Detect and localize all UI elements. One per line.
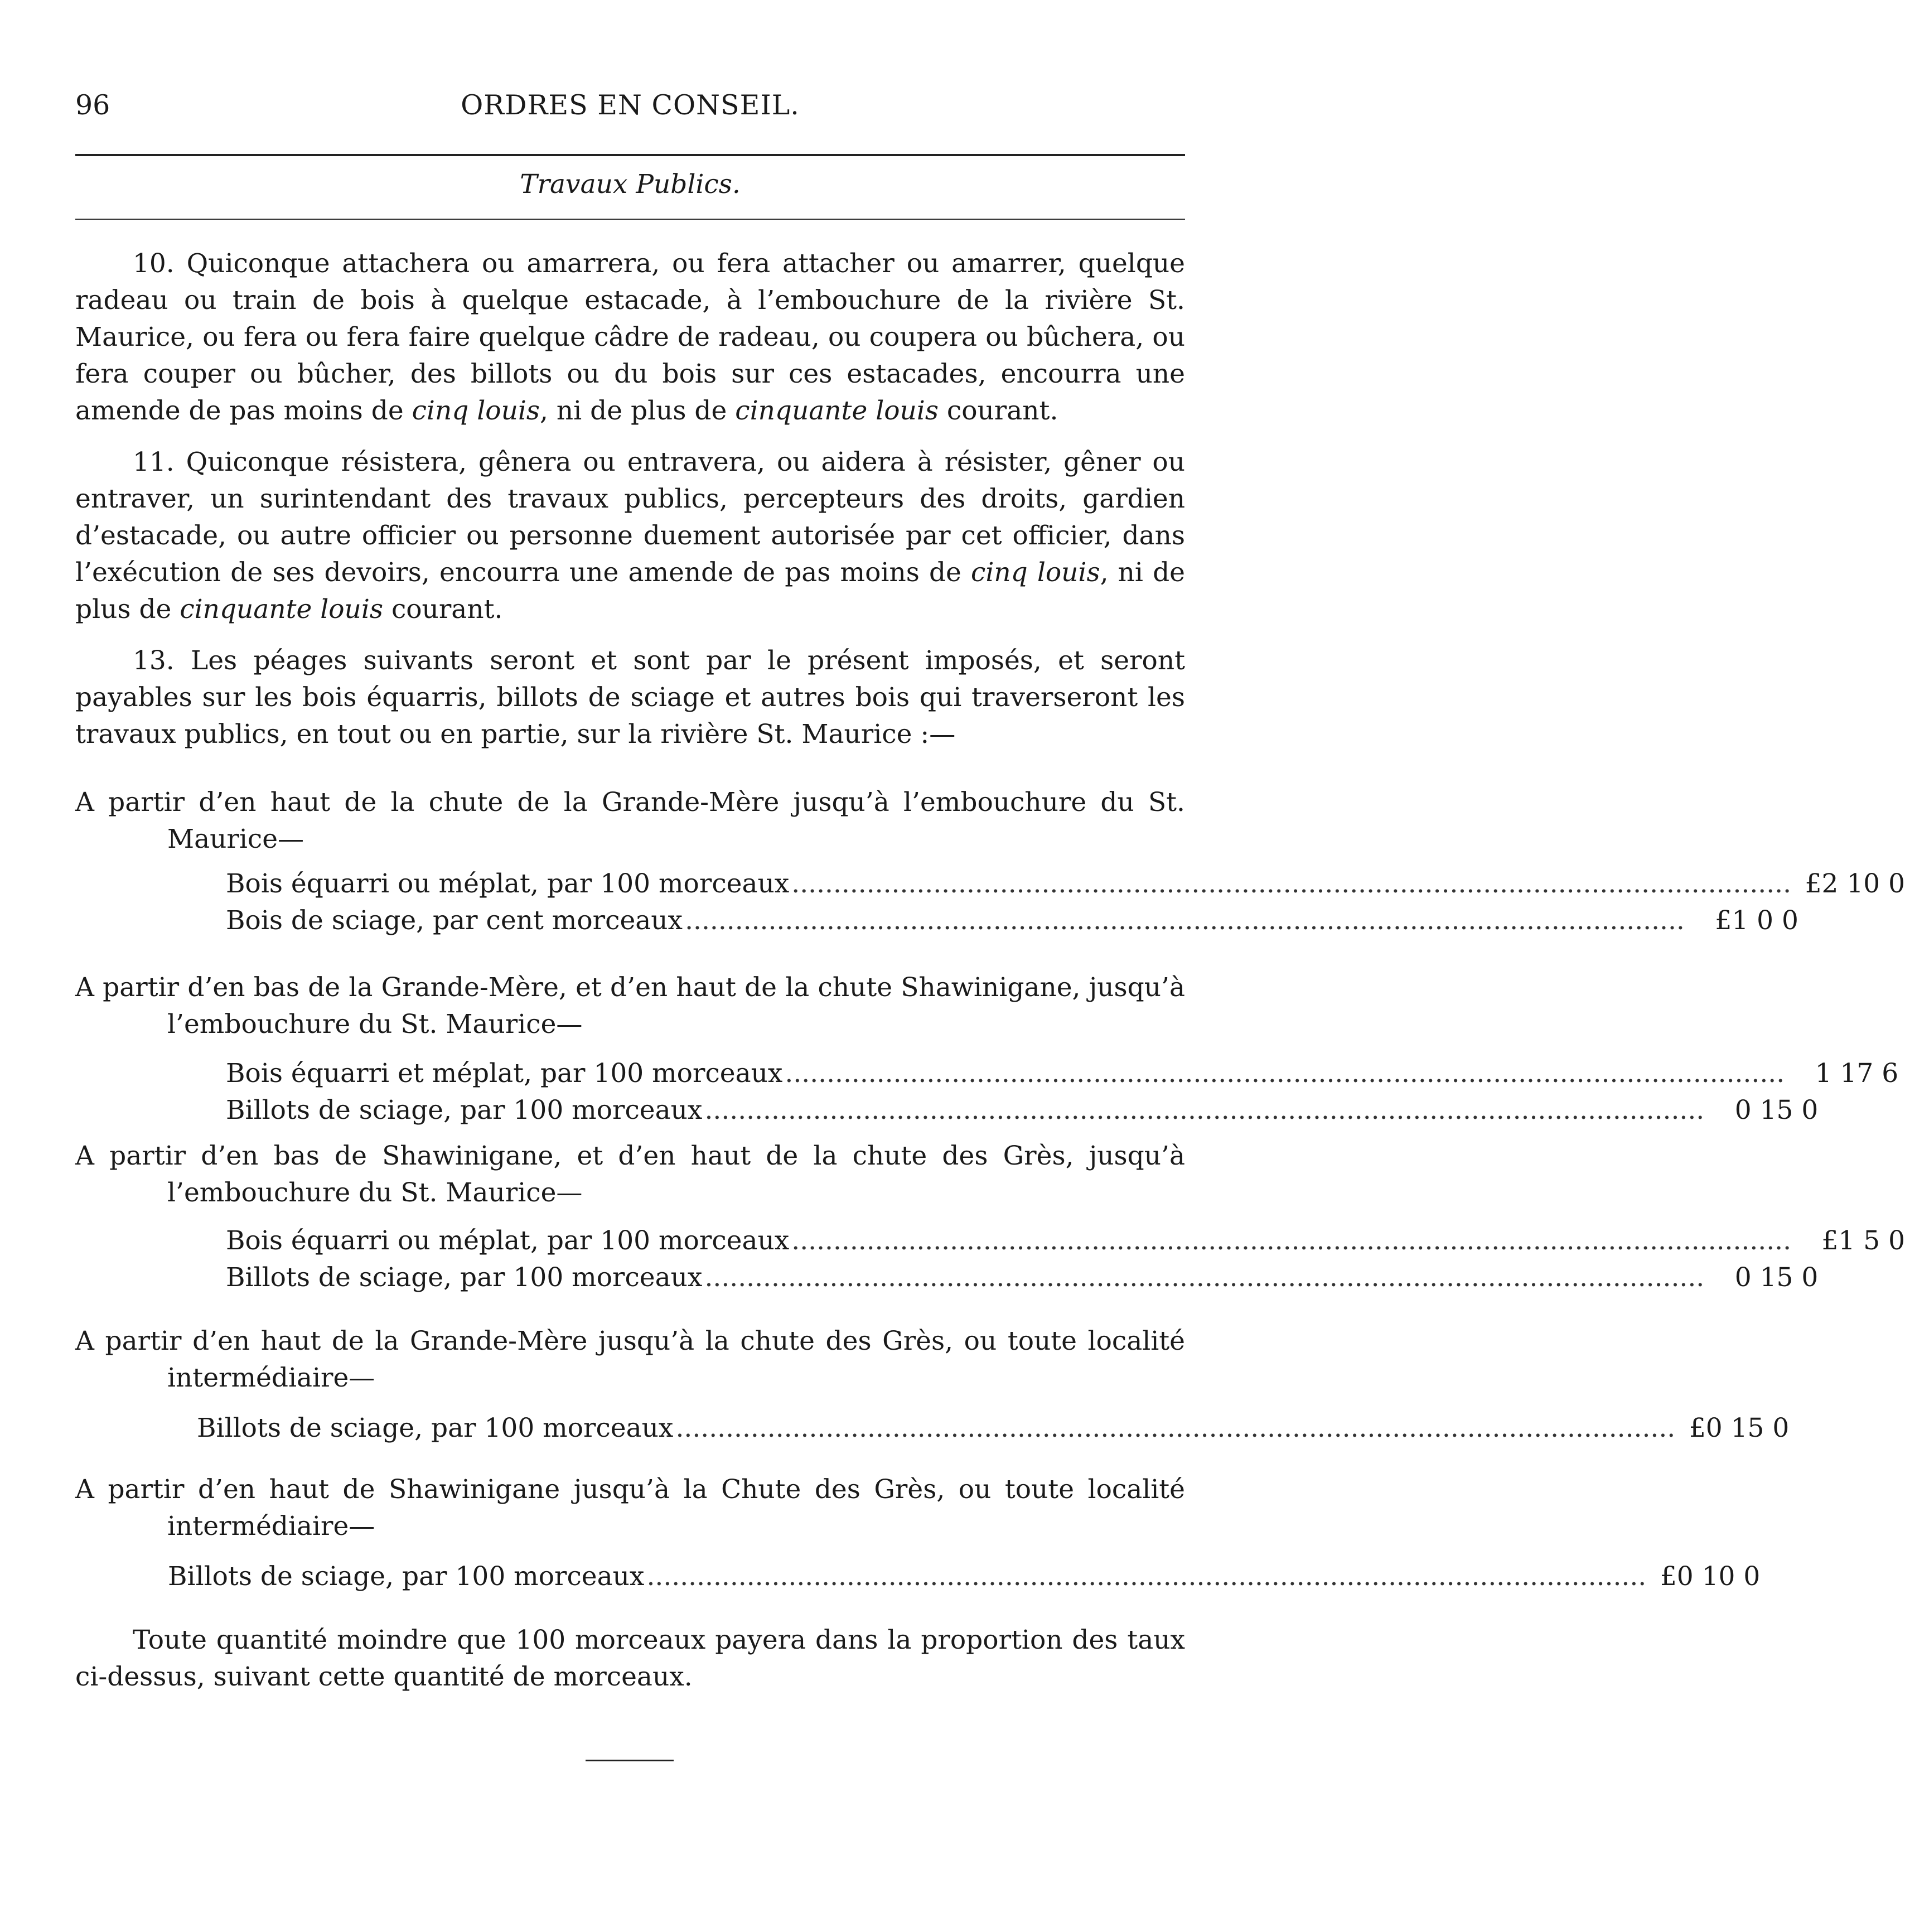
article-emphasis: cinquante louis bbox=[735, 395, 939, 426]
toll-amount: £0 10 0 bbox=[1660, 1561, 1761, 1592]
section-title: Travaux Publics. bbox=[520, 169, 741, 200]
toll-amount: £2 10 0 bbox=[1805, 868, 1905, 899]
toll-route bbox=[75, 784, 1905, 939]
article-text: courant. bbox=[391, 594, 503, 625]
toll-amount: 0 15 0 bbox=[1734, 1262, 1819, 1293]
toll-amount: £1 5 0 bbox=[1821, 1225, 1905, 1256]
header-rule bbox=[75, 154, 1185, 156]
toll-item bbox=[226, 1223, 1905, 1259]
toll-item bbox=[226, 866, 1905, 902]
toll-label: Bois équarri ou méplat, par 100 morceaux bbox=[226, 1225, 790, 1256]
toll-route bbox=[75, 969, 1899, 1129]
toll-amount: £0 15 0 bbox=[1689, 1413, 1790, 1443]
leader-dots: ........................................................................................................................ bbox=[791, 1225, 1792, 1256]
toll-label: Billots de sciage, par 100 morceaux bbox=[197, 1413, 674, 1443]
toll-item bbox=[168, 1558, 1761, 1595]
toll-label: Bois de sciage, par cent morceaux bbox=[226, 905, 683, 936]
end-rule bbox=[586, 1760, 674, 1761]
leader-dots: ........................................................................................................................ bbox=[646, 1561, 1647, 1592]
leader-dots: ........................................................................................................................ bbox=[791, 868, 1792, 899]
toll-item bbox=[226, 1092, 1819, 1129]
toll-route bbox=[75, 1471, 1761, 1595]
leader-dots: ........................................................................................................................ bbox=[675, 1413, 1676, 1443]
leader-dots: ........................................................................................................................ bbox=[785, 1058, 1785, 1089]
toll-items bbox=[75, 1223, 1905, 1296]
article-text: Quiconque résistera, gênera ou entravera, ou aidera à résister, gêner ou entraver, un surintendant des travaux publics, percepteurs des droits, gardien d’estacade, ou autre officier ou personne duement autorisée par cet officier, dans l’exécution de ses devoirs, encourra une amende de pas moins de bbox=[75, 447, 1185, 588]
article-text: , ni de plus de bbox=[540, 395, 727, 426]
toll-item bbox=[226, 1259, 1819, 1296]
closing-paragraph bbox=[75, 1622, 1185, 1696]
article-11 bbox=[75, 444, 1185, 628]
article-emphasis: cinq louis bbox=[971, 557, 1100, 588]
articles bbox=[75, 245, 1185, 753]
route-description: A partir d’en bas de la Grande-Mère, et d’en haut de la chute Shawinigane, jusqu’à l’embouchure du St. Maurice— bbox=[75, 972, 1185, 1040]
closing-text: Toute quantité moindre que 100 morceaux payera dans la proportion des taux ci-dessus, suivant cette quantité de morceaux. bbox=[75, 1625, 1185, 1692]
toll-label: Billots de sciage, par 100 morceaux bbox=[168, 1561, 645, 1592]
toll-item bbox=[197, 1410, 1790, 1447]
leader-dots: ........................................................................................................................ bbox=[704, 1262, 1705, 1293]
toll-label: Bois équarri et méplat, par 100 morceaux bbox=[226, 1058, 783, 1089]
route-description: A partir d’en bas de Shawinigane, et d’en haut de la chute des Grès, jusqu’à l’embouchure du St. Maurice— bbox=[75, 1141, 1185, 1208]
article-number: 10. bbox=[133, 248, 175, 279]
article-13 bbox=[75, 643, 1185, 753]
route-description: A partir d’en haut de Shawinigane jusqu’à la Chute des Grès, ou toute localité intermédiaire— bbox=[75, 1474, 1185, 1542]
article-emphasis: cinquante louis bbox=[180, 594, 383, 625]
toll-label: Bois équarri ou méplat, par 100 morceaux bbox=[226, 868, 790, 899]
page-number: 96 bbox=[75, 89, 110, 121]
article-emphasis: cinq louis bbox=[412, 395, 540, 426]
route-description: A partir d’en haut de la chute de la Grande-Mère jusqu’à l’embouchure du St. Maurice— bbox=[75, 787, 1185, 854]
article-text: Quiconque attachera ou amarrera, ou fera attacher ou amarrer, quelque radeau ou train de bois à quelque estacade, à l’embouchure de la rivière St. Maurice, ou fera ou fera faire quelque câdre de radeau, ou coupera ou bûchera, ou fera couper ou bûcher, des billots ou du bois sur ces estacades, encourra une amende de pas moins de bbox=[75, 248, 1185, 426]
article-number: 13. bbox=[133, 645, 175, 676]
toll-items bbox=[75, 1558, 1761, 1595]
toll-items bbox=[75, 1055, 1899, 1129]
article-text: courant. bbox=[946, 395, 1058, 426]
article-text: Les péages suivants seront et sont par le présent imposés, et seront payables sur les bois équarris, billots de sciage et autres bois qui traverseront les travaux publics, en tout ou en partie, sur la rivière St. Maurice :— bbox=[75, 645, 1185, 750]
article-text: , ni de plus de bbox=[75, 557, 1185, 625]
toll-amount: £1 0 0 bbox=[1715, 905, 1798, 936]
leader-dots: ........................................................................................................................ bbox=[685, 905, 1685, 936]
page-header bbox=[75, 85, 1185, 135]
toll-items bbox=[75, 866, 1905, 939]
toll-label: Billots de sciage, par 100 morceaux bbox=[226, 1095, 703, 1126]
running-title: ORDRES EN CONSEIL. bbox=[461, 89, 800, 121]
toll-amount: 1 17 6 bbox=[1815, 1058, 1899, 1089]
toll-item bbox=[226, 902, 1798, 939]
toll-route bbox=[75, 1138, 1905, 1296]
toll-item bbox=[226, 1055, 1899, 1092]
route-description: A partir d’en haut de la Grande-Mère jusqu’à la chute des Grès, ou toute localité intermédiaire— bbox=[75, 1326, 1185, 1393]
section-rule bbox=[75, 219, 1185, 220]
toll-amount: 0 15 0 bbox=[1734, 1095, 1819, 1126]
article-number: 11. bbox=[133, 447, 175, 477]
article-10 bbox=[75, 245, 1185, 429]
leader-dots: ........................................................................................................................ bbox=[704, 1095, 1705, 1126]
toll-items bbox=[75, 1410, 1790, 1447]
toll-label: Billots de sciage, par 100 morceaux bbox=[226, 1262, 703, 1293]
toll-route bbox=[75, 1323, 1790, 1447]
